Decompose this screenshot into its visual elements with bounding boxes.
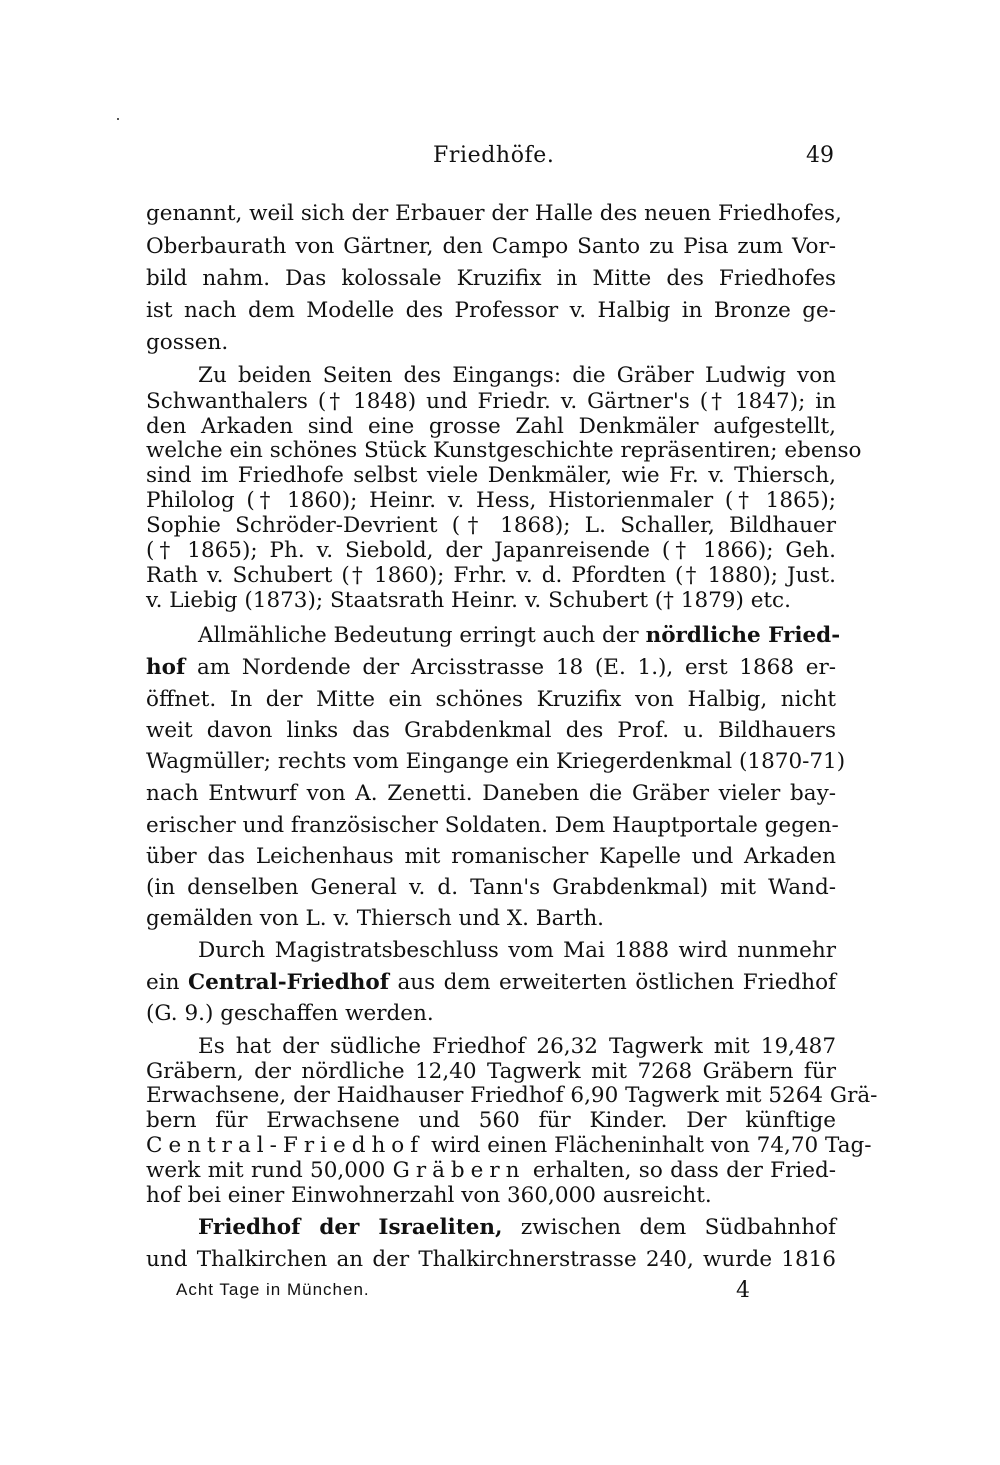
text-line: hof bei einer Einwohnerzahl von 360,000 ausreicht. bbox=[146, 1183, 712, 1208]
page-number: 49 bbox=[806, 143, 834, 168]
text-line: genannt, weil sich der Erbauer der Halle des neuen Friedhofes, bbox=[146, 201, 842, 226]
text-line: Erwachsene, der Haidhauser Friedhof 6,90 Tagwerk mit 5264 Grä- bbox=[146, 1083, 878, 1108]
place-name-bold: Central-Friedhof bbox=[187, 970, 389, 995]
text-line: Oberbaurath von Gärtner, den Campo Santo zu Pisa zum Vor- bbox=[146, 234, 836, 259]
text-line: Philolog († 1860); Heinr. v. Hess, Historienmaler († 1865); bbox=[146, 488, 836, 513]
text-run: werk mit rund 50,000 bbox=[146, 1158, 386, 1183]
text-line: Rath v. Schubert († 1860); Frhr. v. d. Pfordten († 1880); Just. bbox=[146, 563, 836, 588]
text-line bbox=[198, 623, 841, 648]
text-line: Schwanthalers († 1848) und Friedr. v. Gärtner's († 1847); in bbox=[146, 389, 836, 414]
place-name-bold: hof bbox=[146, 655, 186, 680]
text-line bbox=[146, 972, 836, 994]
text-line: öffnet. In der Mitte ein schönes Kruzifix von Halbig, nicht bbox=[146, 687, 836, 712]
text-line: Wagmüller; rechts vom Eingange ein Kriegerdenkmal (1870-71) bbox=[146, 749, 846, 774]
text-line: Gräbern, der nördliche 12,40 Tagwerk mit 7268 Gräbern für bbox=[146, 1059, 836, 1084]
text-line: nach Entwurf von A. Zenetti. Daneben die Gräber vieler bay- bbox=[146, 781, 836, 806]
place-name-bold: nördliche Fried- bbox=[645, 623, 841, 648]
text-line: bern für Erwachsene und 560 für Kinder. Der künftige bbox=[146, 1108, 836, 1133]
text-line: weit davon links das Grabdenkmal des Prof. u. Bildhauers bbox=[146, 718, 836, 743]
signature-mark: 4 bbox=[736, 1278, 750, 1303]
text-line: sind im Friedhofe selbst viele Denkmäler, wie Fr. v. Thiersch, bbox=[146, 463, 836, 488]
text-line: gemälden von L. v. Thiersch und X. Barth. bbox=[146, 906, 605, 931]
text-line bbox=[146, 1133, 872, 1158]
text-line: Es hat der südliche Friedhof 26,32 Tagwerk mit 19,487 bbox=[198, 1034, 836, 1059]
text-line: († 1865); Ph. v. Siebold, der Japanreisende († 1866); Geh. bbox=[146, 538, 836, 563]
text-line: bild nahm. Das kolossale Kruzifix in Mitte des Friedhofes bbox=[146, 266, 836, 291]
text-line: ist nach dem Modelle des Professor v. Halbig in Bronze ge- bbox=[146, 298, 836, 323]
text-line: über das Leichenhaus mit romanischer Kapelle und Arkaden bbox=[146, 844, 836, 869]
text-line: gossen. bbox=[146, 330, 229, 355]
text-run: wird einen Flächeninhalt von 74,70 Tag- bbox=[431, 1133, 872, 1158]
text-line bbox=[146, 657, 836, 679]
running-header-title: Friedhöfe. bbox=[433, 143, 555, 168]
text-run: Allmähliche Bedeutung erringt auch der bbox=[198, 623, 639, 648]
spaced-term: Central-Friedhof bbox=[146, 1133, 425, 1158]
text-line: und Thalkirchen an der Thalkirchnerstrasse 240, wurde 1816 bbox=[146, 1247, 836, 1272]
text-line: Sophie Schröder-Devrient († 1868); L. Schaller, Bildhauer bbox=[146, 513, 836, 538]
text-line bbox=[146, 1160, 836, 1182]
signature-line-title: Acht Tage in München. bbox=[176, 1280, 370, 1299]
text-run: aus dem erweiterten östlichen Friedhof bbox=[397, 970, 836, 995]
text-run: am Nordende der Arcisstrasse 18 (E. 1.), erst 1868 er- bbox=[196, 655, 836, 680]
text-line: Durch Magistratsbeschluss vom Mai 1888 wird nunmehr bbox=[198, 938, 836, 963]
text-run: zwischen dem Südbahnhof bbox=[520, 1215, 836, 1240]
spaced-term: Gräbern bbox=[392, 1158, 526, 1183]
text-line: v. Liebig (1873); Staatsrath Heinr. v. Schubert († 1879) etc. bbox=[146, 588, 791, 613]
text-line: Zu beiden Seiten des Eingangs: die Gräber Ludwig von bbox=[198, 363, 836, 388]
text-line bbox=[198, 1217, 836, 1239]
text-line: (G. 9.) geschaffen werden. bbox=[146, 1001, 434, 1026]
text-line: den Arkaden sind eine grosse Zahl Denkmäler aufgestellt, bbox=[146, 414, 836, 439]
speck-mark bbox=[117, 118, 119, 120]
text-line: erischer und französischer Soldaten. Dem Hauptportale gegen- bbox=[146, 813, 839, 838]
text-line: welche ein schönes Stück Kunstgeschichte repräsentiren; ebenso bbox=[146, 438, 862, 463]
place-name-bold: Friedhof der Israeliten, bbox=[198, 1215, 503, 1240]
text-run: ein bbox=[146, 970, 180, 995]
text-line: (in denselben General v. d. Tann's Grabdenkmal) mit Wand- bbox=[146, 875, 836, 900]
text-run: erhalten, so dass der Fried- bbox=[532, 1158, 836, 1183]
